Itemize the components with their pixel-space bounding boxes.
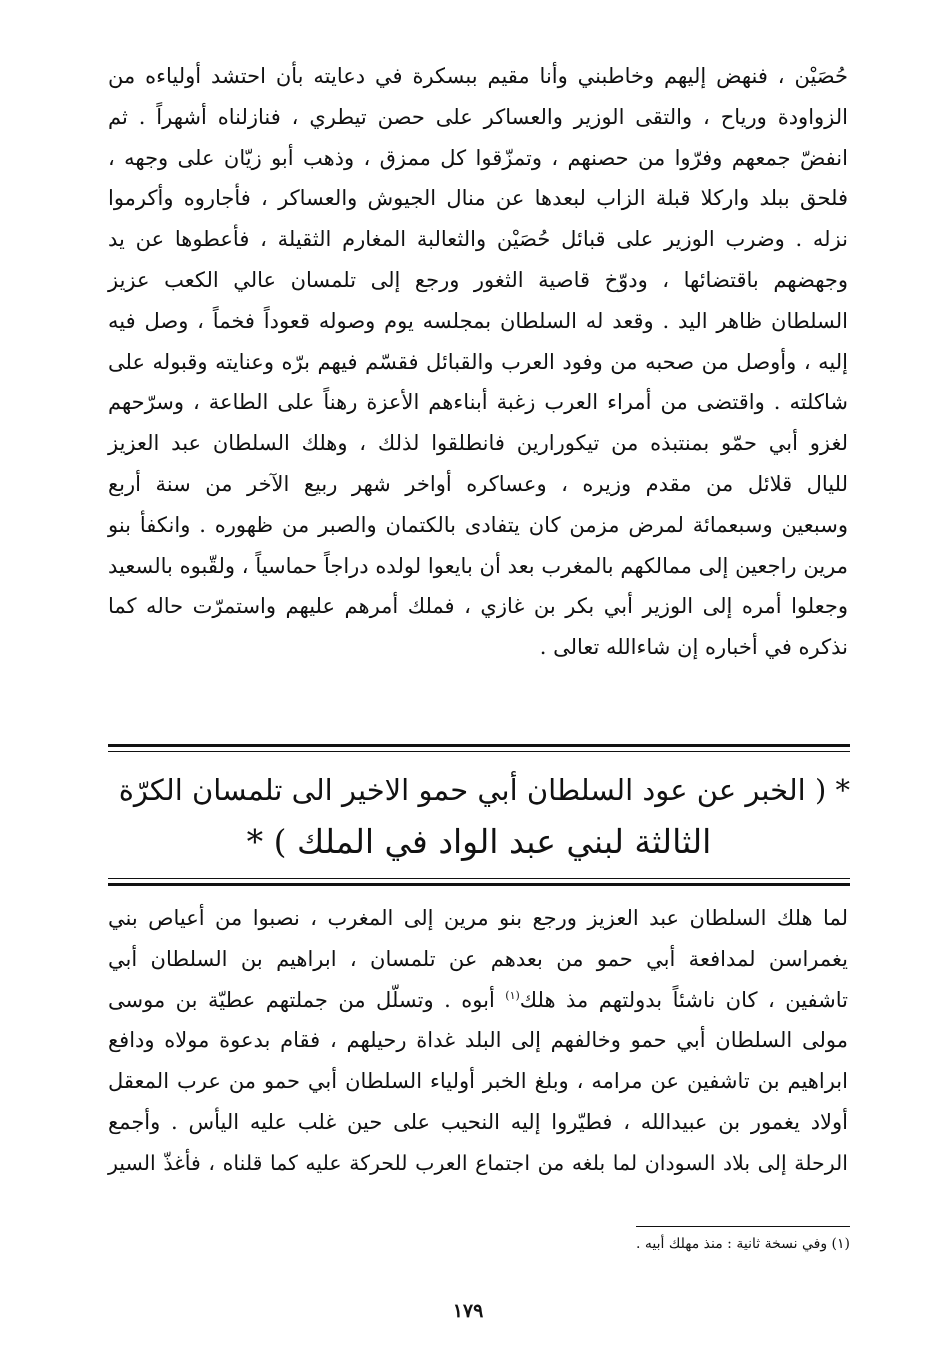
text-line: وسبعين وسبعمائة لمرض مزمن كان يتفادى بالكتمان والصبر من ظهوره . وانكفأ بنو [108, 512, 848, 537]
footnote-separator [636, 1226, 850, 1227]
paragraph-top [108, 56, 848, 668]
text-line: مولى السلطان أبي حمو وخالفهم إلى البلد غداة رحيلهم ، فقام بدعوة مولاه ودافع [108, 1028, 848, 1053]
text-line: إليه ، وأوصل من صحبه من وفود العرب والقبائل فقسّم فيهم برّه وعنايته وقبوله على [108, 349, 848, 374]
text-line: لغزو أبي حمّو بمنتبذه من تيكورارين فانطلقوا لذلك ، وهلك السلطان عبد العزيز [108, 431, 848, 456]
text-line: لليال قلائل من مقدم وزيره ، وعساكره أواخر شهر ربيع الآخر من سنة أربع [108, 471, 848, 496]
text-line: وجهضهم باقتضائها ، ودوّخ قاصية الثغور ورجع إلى تلمسان عالي الكعب عزيز [108, 267, 848, 292]
heading-rule-bottom-thick [108, 883, 850, 886]
paragraph-bottom [108, 898, 848, 1184]
text-line-with-footnote [108, 980, 848, 1021]
heading-rule-bottom-thin [108, 878, 850, 879]
text-line: الرحلة إلى بلاد السودان لما بلغه من اجتماع العرب للحركة عليه كما قلناه ، فأغذّ السير [108, 1150, 848, 1175]
text-line: ابراهيم بن تاشفين عن مرامه ، وبلغ الخبر أولياء السلطان أبي حمو من عرب المعقل [108, 1069, 848, 1094]
text-line: لما هلك السلطان عبد العزيز ورجع بنو مرين إلى المغرب ، نصبوا من أعياص بني [108, 906, 848, 930]
page-number: ١٧٩ [452, 1300, 484, 1322]
text-line: يغمراسن لمدافعة أبي حمو من بعدهم عن تلمسان ، ابراهيم بن السلطان أبي [108, 946, 848, 971]
heading-rule-top-thick [108, 744, 850, 747]
heading-rule-top-thin [108, 751, 850, 752]
text-line: وجعلوا أمره إلى الوزير أبي بكر بن غازي ، فملك أمرهم عليهم واستمرّت حاله كما [108, 594, 848, 619]
text-line: انفضّ جمعهم وفرّوا من حصنهم ، وتمزّقوا كل ممزق ، وذهب أبو زيّان على وجهه ، [108, 145, 848, 170]
text-line: نزله . وضرب الوزير على قبائل حُصَيْن والثعالبة المغارم الثقيلة ، فأعطوها عن يد [108, 227, 848, 252]
text-line: أولاد يغمور بن عبيدالله ، فطيّروا إليه النحيب على حين غلب عليه اليأس . وأجمع [108, 1109, 848, 1134]
text-line: حُصَيْن ، فنهض إليهم وخاطبني وأنا مقيم ببسكرة في دعايته بأن احتشد أولياءه من [108, 64, 848, 88]
text-line: السلطان ظاهر اليد . وقعد له السلطان بمجلسه يوم وصوله قعوداً فخماً ، وصل فيه [108, 308, 848, 333]
text-line: الزواودة ورياح ، والتقى الوزير والعساكر على حصن تيطري ، فنازلناه أشهراً . ثم [108, 104, 848, 129]
text-line: فلحق ببلد واركلا قبلة الزاب لبعدها عن منال الجيوش والعساكر ، فأجاروه وأكرموا [108, 186, 848, 211]
footnote: (١) وفي نسخة ثانية : منذ مهلك أبيه . [635, 1236, 850, 1252]
footnote-marker: (١) [505, 988, 520, 1002]
text-line: مرين راجعين إلى ممالكهم بالمغرب بعد أن بايعوا لولده دراجاً حماسياً ، ولقّبوه بالسعيد [108, 553, 848, 578]
heading-line-1: * ( الخبر عن عود السلطان أبي حمو الاخير الى تلمسان الكرّة [118, 773, 850, 807]
section-heading [108, 764, 850, 868]
text-line: شاكلته . واقتضى من أمراء العرب زغبة أبناءهم الأعزة رهناً على الطاعة ، وسرّحهم [108, 390, 848, 415]
text-line: نذكره في أخباره إن شاءالله تعالى . [539, 635, 848, 660]
text-segment: أبوه . وتسلّل من جملتهم عطيّة بن موسى [108, 987, 495, 1012]
text-segment: تاشفين ، كان ناشئاً بدولتهم مذ هلك [519, 987, 848, 1012]
heading-line-2: الثالثة لبني عبد الواد في الملك ) * [246, 822, 712, 861]
